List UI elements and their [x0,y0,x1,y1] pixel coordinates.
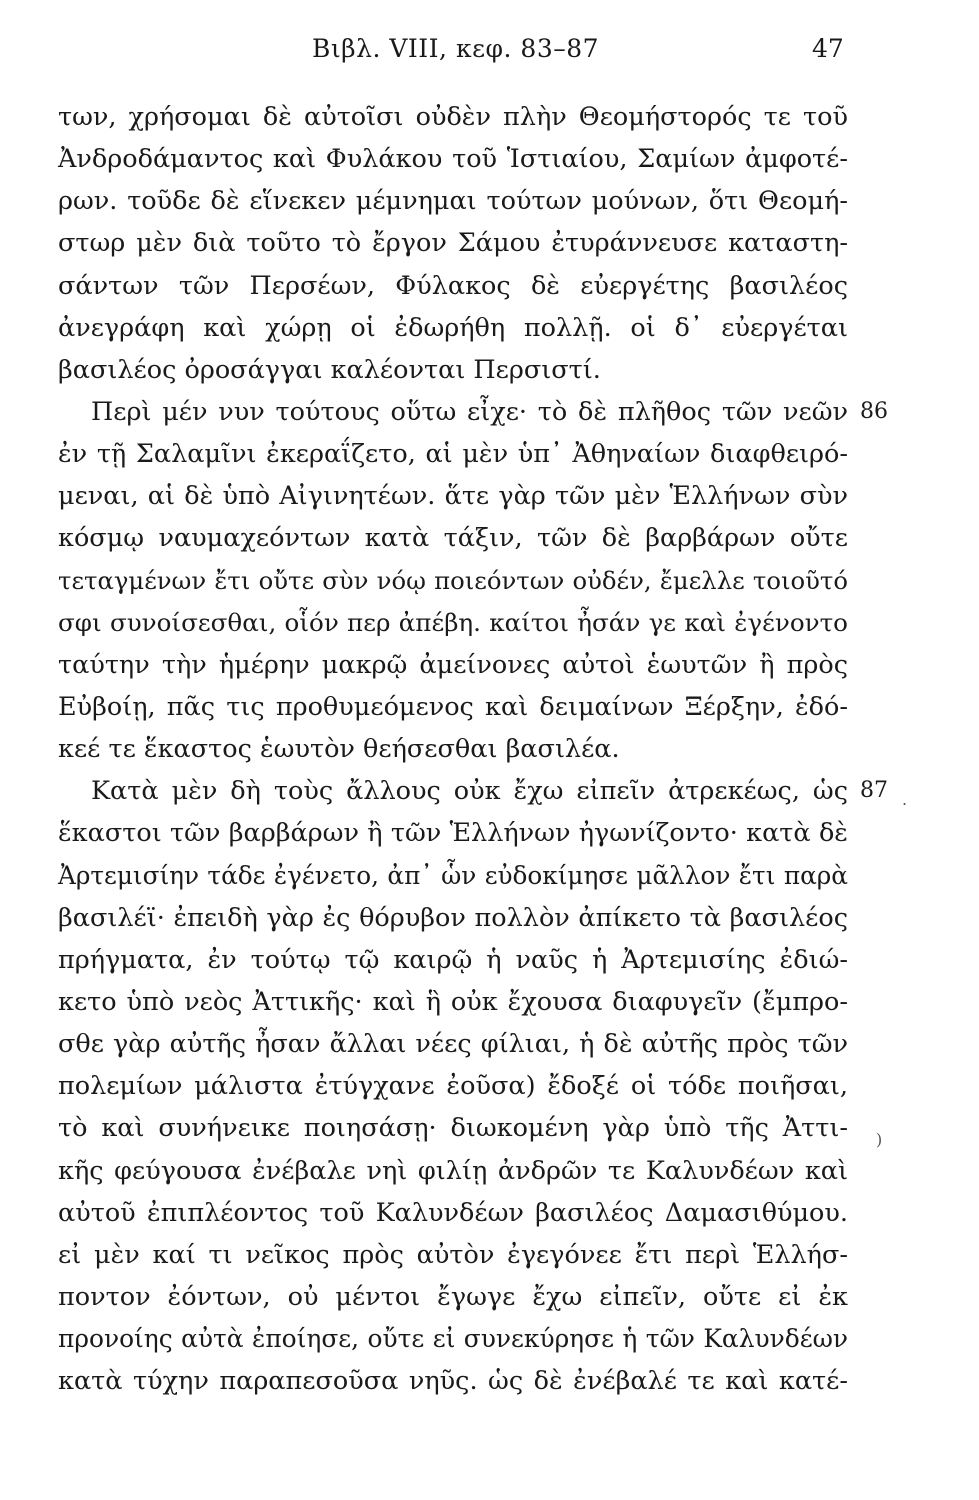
page-number: 47 [812,34,844,63]
text-line: στωρ μὲν διὰ τοῦτο τὸ ἔργον Σάμου ἐτυράννευσε καταστη- [58,228,848,259]
text-line: εἰ μὲν καί τι νεῖκος πρὸς αὐτὸν ἐγεγόνεε ἔτι περὶ Ἑλλήσ- [58,1239,848,1270]
greek-text-body [58,96,848,1402]
text-line: ταύτην τὴν ἡμέρην μακρῷ ἀμείνονες αὐτοὶ ἑωυτῶν ἢ πρὸς [58,649,848,680]
text-line: πολεμίων μάλιστα ἐτύγχανε ἐοῦσα) ἔδοξέ οἱ τόδε ποιῆσαι, [58,1071,848,1102]
text-line: προνοίης αὐτὰ ἐποίησε, οὔτε εἰ συνεκύρησε ἡ τῶν Καλυνδέων [58,1324,848,1354]
text-line: κατὰ τύχην παραπεσοῦσα νηῦς. ὡς δὲ ἐνέβαλέ τε καὶ κατέ- [58,1366,848,1397]
text-line: κῆς φεύγουσα ἐνέβαλε νηὶ φιλίῃ ἀνδρῶν τε Καλυνδέων καὶ [58,1155,848,1186]
text-line: βασιλέϊ· ἐπειδὴ γὰρ ἐς θόρυβον πολλὸν ἀπίκετο τὰ βασιλέος [58,902,848,933]
text-line: κόσμῳ ναυμαχεόντων κατὰ τάξιν, τῶν δὲ βαρβάρων οὔτε [58,523,848,554]
text-line: Κατὰ μὲν δὴ τοὺς ἄλλους οὐκ ἔχω εἰπεῖν ἀτρεκέως, ὡς [91,776,848,807]
text-line: σφι συνοίσεσθαι, οἷόν περ ἀπέβη. καίτοι ἦσάν γε καὶ ἐγένοντο [58,607,848,637]
text-line: ἀνεγράφη καὶ χώρῃ οἱ ἐδωρήθη πολλῇ. οἱ δ᾽ εὐεργέται [58,312,848,343]
margin-speck: . [902,790,908,809]
margin-speck: ) [876,1130,883,1149]
text-line: κετο ὑπὸ νεὸς Ἀττικῆς· καὶ ἣ οὐκ ἔχουσα διαφυγεῖν (ἔμπρο- [58,986,848,1017]
text-line: αὐτοῦ ἐπιπλέοντος τοῦ Καλυνδέων βασιλέος Δαμασιθύμου. [58,1197,848,1228]
running-title: Βιβλ. VIII, κεφ. 83–87 [312,34,600,63]
text-line: Εὐβοίῃ, πᾶς τις προθυμεόμενος καὶ δειμαίνων Ξέρξην, ἐδό- [58,691,848,722]
chapter-number: 86 [860,399,888,425]
text-line: τὸ καὶ συνήνεικε ποιησάσῃ· διωκομένη γὰρ ὑπὸ τῆς Ἀττι- [58,1113,848,1144]
text-line: των, χρήσομαι δὲ αὐτοῖσι οὐδὲν πλὴν Θεομήστορός τε τοῦ [58,102,848,132]
text-line: βασιλέος ὀροσάγγαι καλέονται Περσιστί. [58,354,601,385]
text-line: σθε γὰρ αὐτῆς ἦσαν ἄλλαι νέες φίλιαι, ἡ δὲ αὐτῆς πρὸς τῶν [58,1029,848,1060]
text-line: τεταγμένων ἔτι οὔτε σὺν νόῳ ποιεόντων οὐδέν, ἔμελλε τοιοῦτό [58,565,848,595]
chapter-number: 87 [860,778,888,804]
text-line: ρων. τοῦδε δὲ εἵνεκεν μέμνημαι τούτων μούνων, ὅτι Θεομή- [58,186,848,217]
text-line: ἐν τῇ Σαλαμῖνι ἐκεραΐζετο, αἱ μὲν ὑπ᾽ Ἀθηναίων διαφθειρό- [58,439,848,470]
text-line: Περὶ μέν νυν τούτους οὕτω εἶχε· τὸ δὲ πλῆθος τῶν νεῶν [91,396,848,427]
text-line: μεναι, αἱ δὲ ὑπὸ Αἰγινητέων. ἅτε γὰρ τῶν μὲν Ἑλλήνων σὺν [58,481,848,512]
running-head [0,34,979,74]
text-line: κεέ τε ἕκαστος ἑωυτὸν θεήσεσθαι βασιλέα. [58,734,620,765]
text-line: ἕκαστοι τῶν βαρβάρων ἢ τῶν Ἑλλήνων ἠγωνίζοντο· κατὰ δὲ [58,818,848,849]
text-line: Ἀνδροδάμαντος καὶ Φυλάκου τοῦ Ἱστιαίου, Σαμίων ἀμφοτέ- [58,144,848,175]
text-line: Ἀρτεμισίην τάδε ἐγένετο, ἀπ᾽ ὧν εὐδοκίμησε μᾶλλον ἔτι παρὰ [58,860,848,890]
text-line: ποντον ἐόντων, οὐ μέντοι ἔγωγε ἔχω εἰπεῖν, οὔτε εἰ ἐκ [58,1281,848,1312]
text-line: πρήγματα, ἐν τούτῳ τῷ καιρῷ ἡ ναῦς ἡ Ἀρτεμισίης ἐδιώ- [58,944,848,975]
text-line: σάντων τῶν Περσέων, Φύλακος δὲ εὐεργέτης βασιλέος [58,270,848,301]
